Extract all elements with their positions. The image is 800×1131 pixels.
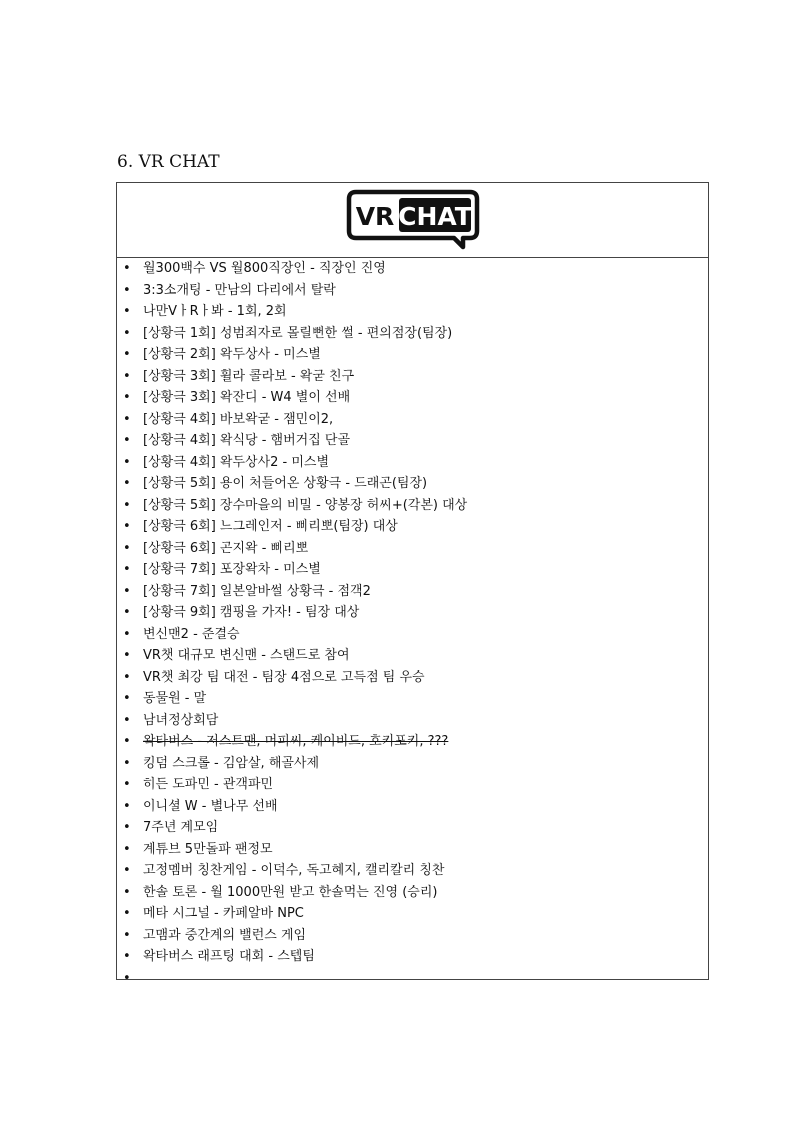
list-item-text: 월300백수 VS 월800직장인 - 직장인 진영: [143, 261, 386, 276]
list-item: [117, 301, 708, 323]
list-item-text: 고맴과 중간계의 밸런스 게임: [143, 927, 307, 943]
list-item-text: [상황극 6회] 곤지왁 - 삐리뽀: [143, 540, 309, 556]
list-item-text: 히든 도파민 - 관객파민: [143, 777, 274, 792]
list-item-text: 왁타버스 - 저스트맨, 머피씨, 케이비드, 호키포키, ???: [143, 734, 449, 749]
list-item-text: 한솔 토론 - 월 1000만원 받고 한솔먹는 진영 (승리): [143, 884, 438, 900]
list-item: [117, 366, 708, 388]
list-item: [117, 710, 708, 732]
list-item-text: VR챗 최강 팀 대전 - 팀장 4점으로 고득점 팀 우승: [143, 669, 425, 685]
list-item-text: VR챗 대규모 변신맨 - 스탠드로 참여: [143, 648, 350, 663]
list-item-text: [상황극 3회] 휠라 콜라보 - 왁굳 친구: [143, 368, 355, 384]
list-item-text: [상황극 6회] 느그레인저 - 삐리뽀(팀장) 대상: [143, 519, 398, 534]
list-item: [117, 903, 708, 925]
list-item: [117, 946, 708, 968]
list-item: [117, 753, 708, 775]
list-item-text: [상황극 4회] 왁식당 - 햄버거집 단골: [143, 433, 351, 448]
list-item: [117, 538, 708, 560]
list-item: [117, 387, 708, 409]
list-item: [117, 774, 708, 796]
list-item-text: [상황극 7회] 포장왁차 - 미스별: [143, 562, 321, 577]
list-item-text: 나만VㅏRㅏ봐 - 1회, 2회: [143, 304, 287, 319]
list-item-text: 고정멤버 칭찬게임 - 이덕수, 독고혜지, 캘리칼리 칭찬: [143, 863, 445, 878]
list-item: [117, 495, 708, 517]
list-item: [117, 280, 708, 302]
vrchat-logo: [346, 188, 482, 250]
list-item: [117, 645, 708, 667]
list-item: [117, 839, 708, 861]
list-item-text: 7주년 계모임: [143, 820, 219, 835]
list-item: [117, 667, 708, 689]
list-item: [117, 817, 708, 839]
list-item-text: 메타 시그널 - 카페알바 NPC: [143, 906, 304, 921]
list-item-text: [상황극 7회] 일본알바썰 상황극 - 점객2: [143, 583, 371, 599]
list-item: [117, 968, 708, 990]
list-item: [117, 860, 708, 882]
content-table: [116, 182, 709, 980]
list-item-text: [상황극 1회] 성범죄자로 몰릴뻔한 썰 - 편의점장(팀장): [143, 325, 453, 341]
list-item: [117, 430, 708, 452]
list-item: [117, 796, 708, 818]
section-heading: 6. VR CHAT: [117, 152, 220, 172]
list-item: [117, 516, 708, 538]
list-item-text: [상황극 5회] 장수마을의 비밀 - 양봉장 허씨+(각본) 대상: [143, 497, 468, 513]
list-item: [117, 344, 708, 366]
logo-cell: [117, 183, 708, 258]
item-list: [117, 258, 708, 989]
list-item-text: [상황극 5회] 용이 처들어온 상황극 - 드래곤(팀장): [143, 476, 428, 491]
logo-text-chat: CHAT: [398, 202, 472, 231]
list-item-text: [상황극 2회] 왁두상사 - 미스별: [143, 347, 321, 362]
list-item: [117, 581, 708, 603]
list-item: [117, 559, 708, 581]
list-item: [117, 925, 708, 947]
list-item: [117, 258, 708, 280]
list-item-text: 남녀정상회담: [143, 712, 219, 728]
list-item: [117, 602, 708, 624]
list-item-text: 킹덤 스크롤 - 김암살, 해골사제: [143, 755, 320, 771]
list-item: [117, 882, 708, 904]
list-item-text: 이니셜 W - 별나무 선배: [143, 798, 278, 814]
list-item: [117, 323, 708, 345]
list-item-text: 변신맨2 - 준결승: [143, 626, 240, 642]
list-item-text: 동물원 - 말: [143, 691, 207, 706]
list-item: [117, 624, 708, 646]
list-item-text: [상황극 4회] 왁두상사2 - 미스별: [143, 454, 330, 470]
logo-text-vr: VR: [355, 202, 395, 231]
list-item-text: [상황극 3회] 왁잔디 - W4 별이 선배: [143, 390, 351, 405]
list-item: [117, 409, 708, 431]
list-item-text: [상황극 9회] 캠핑을 가자! - 팀장 대상: [143, 605, 360, 620]
list-item: [117, 731, 708, 753]
list-item-text: 왁타버스 래프팅 대회 - 스텝팀: [143, 949, 315, 964]
list-item: [117, 688, 708, 710]
list-item-text: [상황극 4회] 바보왁굳 - 잼민이2,: [143, 411, 334, 427]
list-item-text: 계튜브 5만돌파 팬정모: [143, 841, 273, 857]
list-item-text: 3:3소개팅 - 만남의 다리에서 탈락: [143, 282, 336, 298]
list-item: [117, 473, 708, 495]
list-item: [117, 452, 708, 474]
